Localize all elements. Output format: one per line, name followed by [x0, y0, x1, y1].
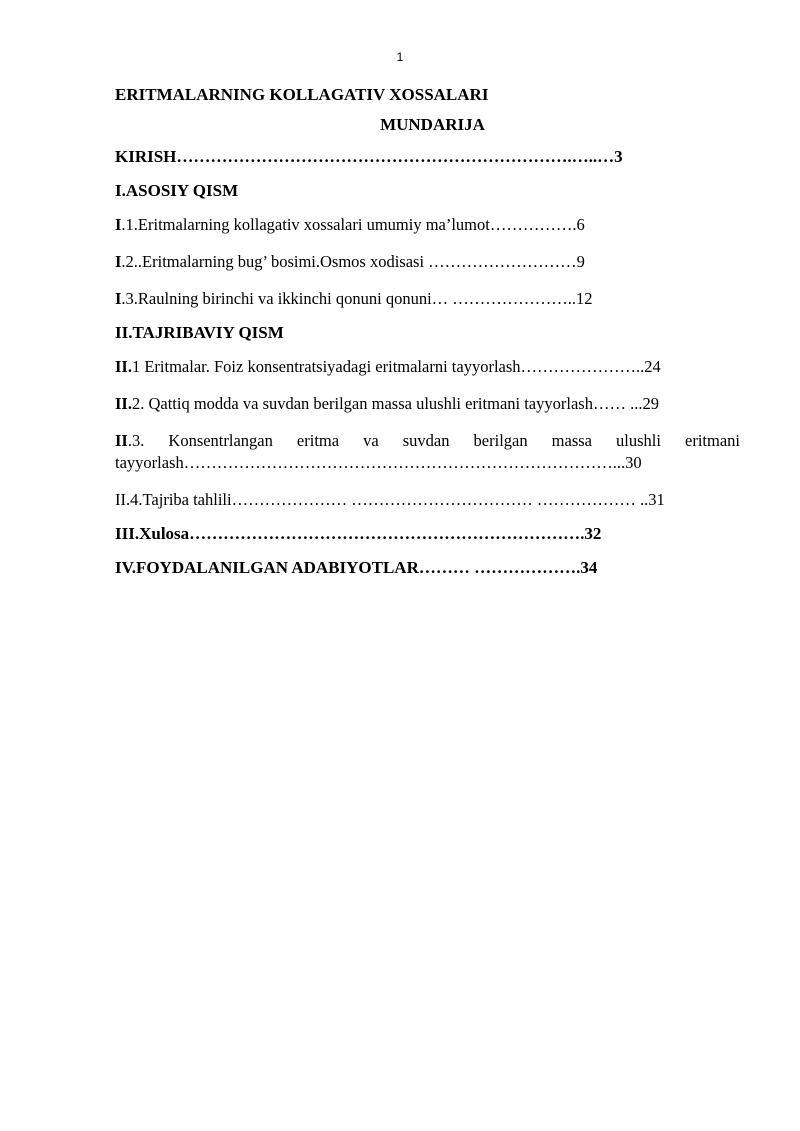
toc-entry-2-4: II.4.Tajriba tahlili………………… …………………………… ……………… ..31	[115, 490, 665, 509]
toc-entry-number: II.	[115, 357, 132, 376]
toc-title: MUNDARIJA	[380, 115, 485, 134]
document-title: ERITMALARNING KOLLAGATIV XOSSALARI	[115, 85, 489, 104]
toc-entry-1-1	[115, 214, 740, 236]
toc-entry-text: .3. Konsentrlangan eritma va suvdan berilgan massa ulushli eritmani	[127, 431, 740, 450]
toc-entry-number: I	[115, 289, 122, 308]
toc-section-xulosa: III.Xulosa…………………………………………………………….32	[115, 524, 602, 543]
toc-entry-2-3-line2: tayyorlash……………………………………………………………………...30	[115, 453, 642, 472]
toc-entry-text: .1.Eritmalarning kollagativ xossalari umumiy ma’lumot…………….6	[121, 215, 585, 234]
toc-section-adabiyotlar: IV.FOYDALANILGAN ADABIYOTLAR……… ……………….34	[115, 558, 598, 577]
toc-entry-text: .2..Eritmalarning bug’ bosimi.Osmos xodisasi ………………………9	[121, 252, 585, 271]
toc-entry-number: I	[115, 215, 122, 234]
toc-entry-2-3-line1	[115, 430, 740, 452]
toc-entry-text: 1 Eritmalar. Foiz konsentratsiyadagi eritmalarni tayyorlash…………………..24	[131, 357, 661, 376]
toc-section-heading-2: II.TAJRIBAVIY QISM	[115, 323, 284, 342]
toc-entry-kirish: KIRISH…………………………………………………………….…..…3	[115, 147, 623, 166]
toc-entry-2-1	[115, 356, 740, 378]
toc-entry-1-2	[115, 251, 740, 273]
toc-entry-text: .3.Raulning birinchi va ikkinchi qonuni qonuni… …………………..12	[121, 289, 593, 308]
toc-entry-text: 2. Qattiq modda va suvdan berilgan massa ulushli eritmani tayyorlash…… ...29	[131, 394, 659, 413]
document-content	[115, 84, 740, 579]
toc-section-heading-1: I.ASOSIY QISM	[115, 181, 239, 200]
toc-entry-1-3	[115, 288, 740, 310]
toc-entry-number: II.	[115, 394, 132, 413]
toc-entry-number: II	[115, 431, 128, 450]
page-number: 1	[396, 50, 404, 64]
toc-entry-number: I	[115, 252, 122, 271]
toc-entry-2-2	[115, 393, 740, 415]
